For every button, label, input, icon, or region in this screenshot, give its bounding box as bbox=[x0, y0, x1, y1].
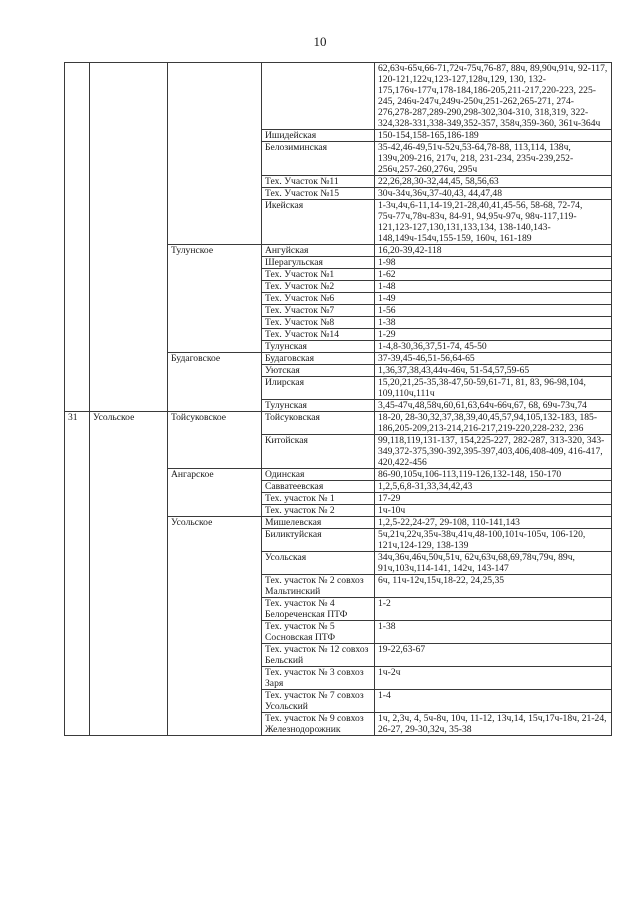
section-name-cell: Тех. Участок №11 bbox=[262, 176, 375, 188]
quarters-cell: 22,26,28,30-32,44,45, 58,56,63 bbox=[375, 176, 612, 188]
quarters-cell: 1,36,37,38,43,44ч-46ч, 51-54,57,59-65 bbox=[375, 365, 612, 377]
quarters-cell: 1-48 bbox=[375, 281, 612, 293]
quarters-cell: 35-42,46-49,51ч-52ч,53-64,78-88, 113,114, 138ч, 139ч,209-216, 217ч, 218, 231-234, 235ч-239,252-256ч,257-260,276ч, 295ч bbox=[375, 142, 612, 176]
section-name-cell: Тех. участок № 4 Белореченская ПТФ bbox=[262, 598, 375, 621]
section-name-cell: Тех. Участок №6 bbox=[262, 293, 375, 305]
quarters-cell: 1,2,5,6,8-31,33,34,42,43 bbox=[375, 481, 612, 493]
page-number: 10 bbox=[313, 34, 327, 49]
section-name-cell: Тех. участок № 5 Сосновская ПТФ bbox=[262, 621, 375, 644]
quarters-cell: 37-39,45-46,51-56,64-65 bbox=[375, 353, 612, 365]
section-name-cell: Тех. участок № 7 совхоз Усольский bbox=[262, 690, 375, 713]
quarters-cell: 1-2 bbox=[375, 598, 612, 621]
quarters-cell: 1-3ч,4ч,6-11,14-19,21-28,40,41,45-56, 58-68, 72-74, 75ч-77ч,78ч-83ч, 84-91, 94,95ч-97ч, 98ч-117,119-121,123-127,130,131,133,134, 138-140,143-148,149ч-154ч,155-159, 160ч, 161-189 bbox=[375, 200, 612, 245]
quarters-cell: 16,20-39,42-118 bbox=[375, 245, 612, 257]
quarters-cell: 99,118,119,131-137, 154,225-227, 282-287, 313-320, 343-349,372-375,390-392,395-397,403,406,408-409, 416-417, 420,422-456 bbox=[375, 435, 612, 469]
forest-quarters-table bbox=[64, 62, 612, 736]
quarters-cell: 1-56 bbox=[375, 305, 612, 317]
forestry-cell: Тойсуковское bbox=[168, 412, 262, 469]
section-name-cell: Мишелевская bbox=[262, 517, 375, 529]
quarters-cell: 1ч, 2,3ч, 4, 5ч-8ч, 10ч, 11-12, 13ч,14, 15ч,17ч-18ч, 21-24, 26-27, 29-30,32ч, 35-38 bbox=[375, 713, 612, 736]
municipality-cell: Усольское bbox=[90, 412, 168, 736]
section-name-cell: Тойсуковская bbox=[262, 412, 375, 435]
section-name-cell: Тех. Участок №8 bbox=[262, 317, 375, 329]
row-number-cell-prev bbox=[65, 63, 90, 412]
section-name-cell: Тех. участок № 1 bbox=[262, 493, 375, 505]
quarters-cell: 1-38 bbox=[375, 621, 612, 644]
section-name-cell: Ангуйская bbox=[262, 245, 375, 257]
section-name-cell: Савватеевская bbox=[262, 481, 375, 493]
quarters-cell: 86-90,105ч,106-113,119-126,132-148, 150-170 bbox=[375, 469, 612, 481]
section-name-cell: Тулунская bbox=[262, 400, 375, 412]
section-name-cell: Китойская bbox=[262, 435, 375, 469]
quarters-cell: 1-4,8-30,36,37,51-74, 45-50 bbox=[375, 341, 612, 353]
quarters-cell: 1-4 bbox=[375, 690, 612, 713]
section-name-cell: Тех. участок № 3 совхоз Заря bbox=[262, 667, 375, 690]
quarters-cell: 1ч-10ч bbox=[375, 505, 612, 517]
quarters-cell: 5ч,21ч,22ч,35ч-38ч,41ч,48-100,101ч-105ч, 106-120, 121ч,124-129, 138-139 bbox=[375, 529, 612, 552]
section-name-cell: Шерагульская bbox=[262, 257, 375, 269]
quarters-cell: 19-22,63-67 bbox=[375, 644, 612, 667]
row-number-cell: 31 bbox=[65, 412, 90, 736]
section-name-cell: Белозиминская bbox=[262, 142, 375, 176]
section-name-cell: Будаговская bbox=[262, 353, 375, 365]
section-name-cell: Усольская bbox=[262, 552, 375, 575]
forestry-cell: Тулунское bbox=[168, 245, 262, 353]
quarters-cell: 1-38 bbox=[375, 317, 612, 329]
quarters-cell: 1-62 bbox=[375, 269, 612, 281]
quarters-cell: 18-20, 28-30,32,37,38,39,40,45,57,94,105,132-183, 185-186,205-209,213-214,216-217,219-220,228-232, 236 bbox=[375, 412, 612, 435]
quarters-cell: 1-29 bbox=[375, 329, 612, 341]
section-name-cell: Тулунская bbox=[262, 341, 375, 353]
forestry-cell: Ангарское bbox=[168, 469, 262, 517]
section-name-cell: Тех. участок № 2 совхоз Мальтинский bbox=[262, 575, 375, 598]
section-name-cell: Тех. Участок №1 bbox=[262, 269, 375, 281]
section-name-cell: Тех. Участок №7 bbox=[262, 305, 375, 317]
quarters-cell: 1-49 bbox=[375, 293, 612, 305]
quarters-cell: 150-154,158-165,186-189 bbox=[375, 130, 612, 142]
section-name-cell: Тех. участок № 2 bbox=[262, 505, 375, 517]
section-name-cell: Тех. Участок №15 bbox=[262, 188, 375, 200]
municipality-cell-prev bbox=[90, 63, 168, 412]
table-row bbox=[65, 412, 612, 435]
section-name-cell: Уютская bbox=[262, 365, 375, 377]
section-name-cell: Тех. Участок №2 bbox=[262, 281, 375, 293]
table-row bbox=[65, 63, 612, 130]
quarters-cell: 15,20,21,25-35,38-47,50-59,61-71, 81, 83, 96-98,104, 109,110ч,111ч bbox=[375, 377, 612, 400]
section-name-cell bbox=[262, 63, 375, 130]
quarters-cell: 17-29 bbox=[375, 493, 612, 505]
section-name-cell: Тех. участок № 9 совхоз Железнодорожник bbox=[262, 713, 375, 736]
quarters-cell: 1ч-2ч bbox=[375, 667, 612, 690]
section-name-cell: Одинская bbox=[262, 469, 375, 481]
quarters-cell: 3,45-47ч,48,58ч,60,61,63,64ч-66ч,67, 68, 69ч-73ч,74 bbox=[375, 400, 612, 412]
quarters-cell: 1,2,5-22,24-27, 29-108, 110-141,143 bbox=[375, 517, 612, 529]
quarters-cell: 62,63ч-65ч,66-71,72ч-75ч,76-87, 88ч, 89,90ч,91ч, 92-117, 120-121,122ч,123-127,128ч,129, 130, 132-175,176ч-177ч,178-184,186-205,211-217,220-223, 225-245, 246ч-247ч,249ч-250ч,251-262,265-271, 274-276,278-287,289-290,298-302,304-310, 318,319, 322-324,328-331,338-349,352-357, 358ч,359-360, 361ч-364ч bbox=[375, 63, 612, 130]
forestry-cell: Усольское bbox=[168, 517, 262, 736]
section-name-cell: Ишидейская bbox=[262, 130, 375, 142]
section-name-cell: Тех. участок № 12 совхоз Бельский bbox=[262, 644, 375, 667]
quarters-cell: 6ч, 11ч-12ч,15ч,18-22, 24,25,35 bbox=[375, 575, 612, 598]
section-name-cell: Икейская bbox=[262, 200, 375, 245]
section-name-cell: Биликтуйская bbox=[262, 529, 375, 552]
quarters-cell: 34ч,36ч,46ч,50ч,51ч, 62ч,63ч,68,69,78ч,79ч, 89ч, 91ч,103ч,114-141, 142ч, 143-147 bbox=[375, 552, 612, 575]
forestry-cell bbox=[168, 63, 262, 245]
forestry-cell: Будаговское bbox=[168, 353, 262, 412]
quarters-cell: 1-98 bbox=[375, 257, 612, 269]
section-name-cell: Тех. Участок №14 bbox=[262, 329, 375, 341]
quarters-cell: 30ч-34ч,36ч,37-40,43, 44,47,48 bbox=[375, 188, 612, 200]
section-name-cell: Илирская bbox=[262, 377, 375, 400]
